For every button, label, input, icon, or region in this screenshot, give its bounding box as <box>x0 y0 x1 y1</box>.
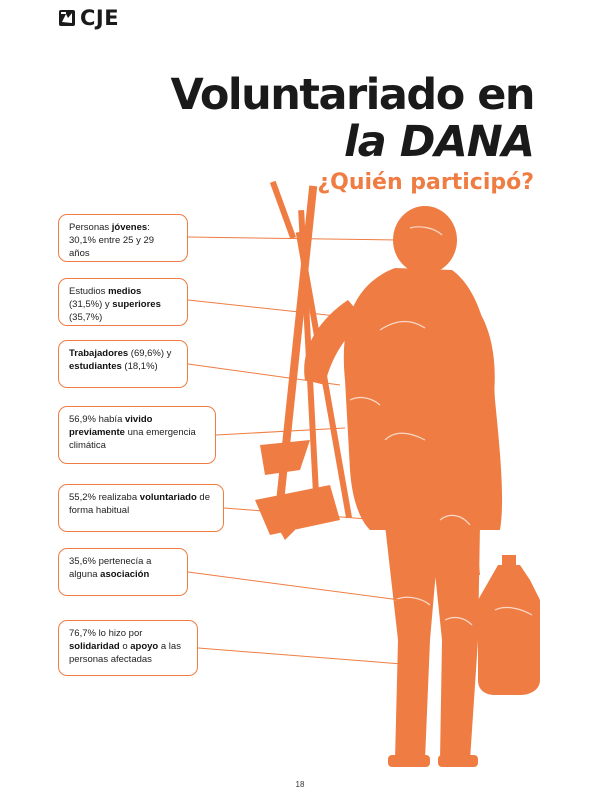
callout-text: : 30,1% entre 25 y 29 años <box>69 222 155 259</box>
page-number: 18 <box>295 780 305 789</box>
callout-bold: medios <box>108 286 142 297</box>
volunteer-silhouette <box>255 181 540 767</box>
callout-text: una emergencia climática <box>69 426 196 451</box>
callout-bold: voluntariado <box>139 492 197 503</box>
callout-text: 55,2% realizaba <box>69 492 140 503</box>
callout-bold: vivido previamente <box>69 414 153 438</box>
callout-text: (18,1%) <box>121 360 158 372</box>
callout-bold: solidaridad <box>69 640 120 652</box>
callout-bold: estudiantes <box>69 360 122 372</box>
callout-text: (31,5%) y <box>69 298 113 310</box>
callout-text: (35,7%) <box>69 311 103 323</box>
callout-text: de forma habitual <box>69 492 211 516</box>
callout-studies <box>58 278 188 326</box>
callout-regular-volunteering <box>58 484 224 532</box>
brand-name: CJE <box>80 6 120 30</box>
title-line-1: Voluntariado en <box>170 70 534 120</box>
callout-bold: asociación <box>100 568 150 580</box>
title-line-2: la DANA <box>344 117 534 167</box>
callout-solidarity <box>58 620 198 676</box>
callout-text: (69,6%) y <box>128 348 172 359</box>
callout-text: 56,9% había <box>69 414 125 425</box>
callout-text: Estudios <box>69 286 109 297</box>
callout-association <box>58 548 188 596</box>
callout-text: Personas <box>69 222 112 233</box>
callout-workers-students <box>58 340 188 388</box>
callout-climate-emergency <box>58 406 216 464</box>
callout-young-people <box>58 214 188 262</box>
callout-bold: jóvenes <box>111 222 148 233</box>
callout-bold: superiores <box>112 298 161 310</box>
callout-bold: Trabajadores <box>69 348 129 359</box>
callout-text: a las personas afectadas <box>69 640 181 665</box>
callout-text: o <box>119 640 131 652</box>
subtitle: ¿Quién participó? <box>317 170 534 195</box>
callout-text: 35,6% pertenecía a alguna <box>69 556 152 580</box>
callout-text: 76,7% lo hizo por <box>69 628 143 639</box>
callout-bold: apoyo <box>130 640 159 652</box>
